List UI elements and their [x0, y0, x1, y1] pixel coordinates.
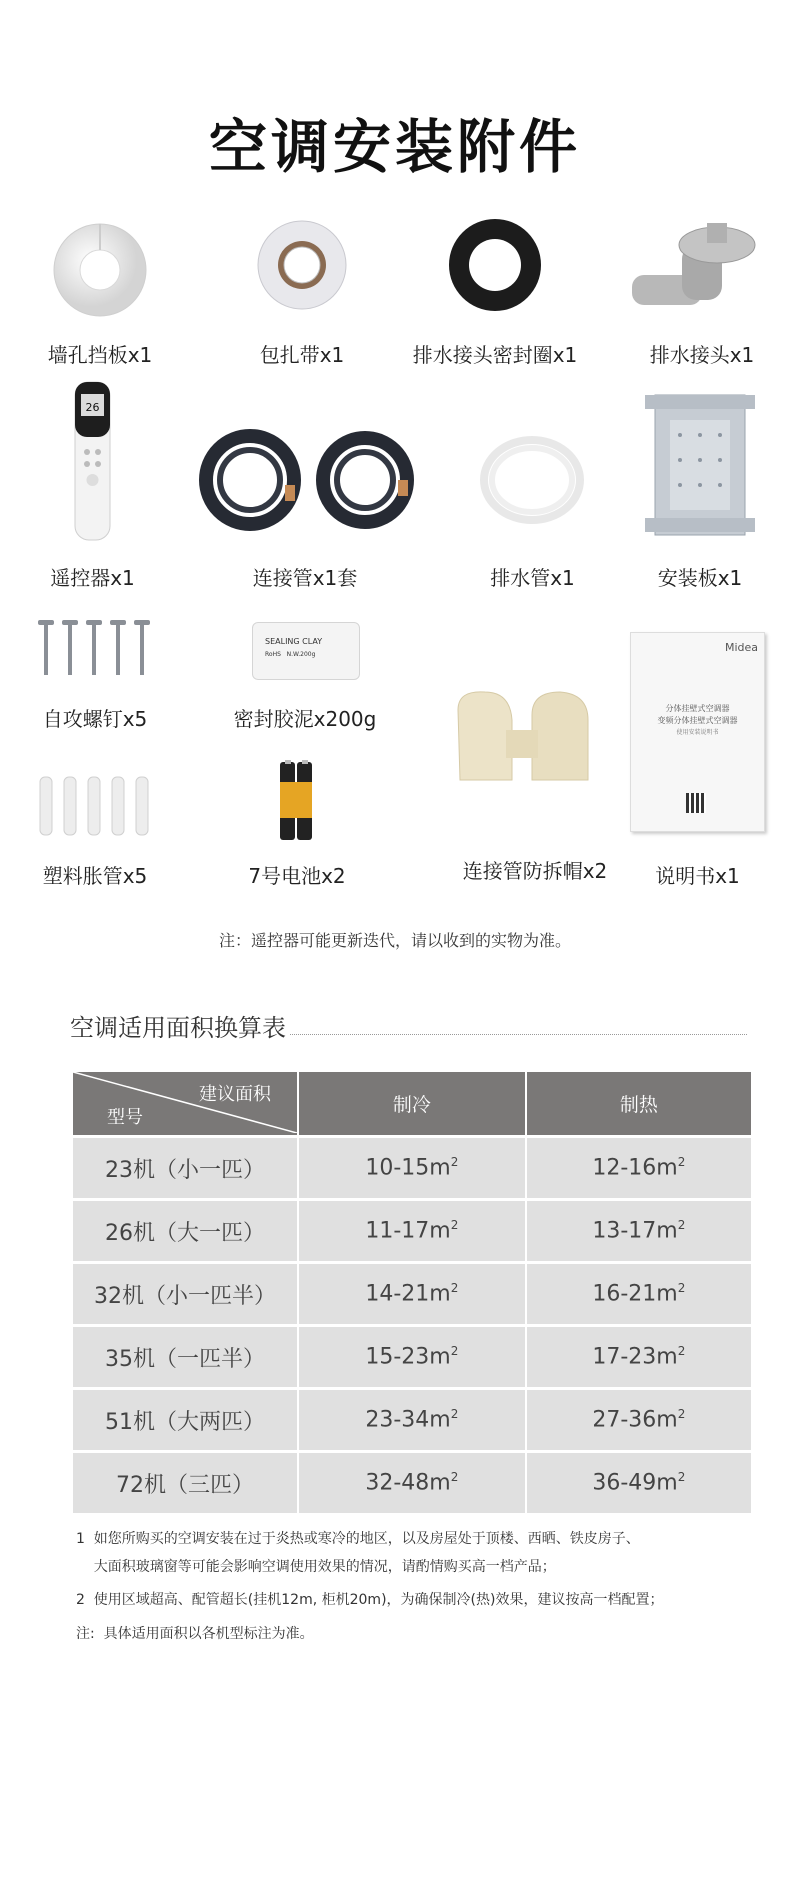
wrapping-tape-item — [232, 215, 372, 365]
cooling-value: 11-17 — [365, 1218, 430, 1244]
section-divider — [290, 1034, 747, 1035]
batteries-image — [232, 760, 362, 842]
heating-value: 12-16 — [592, 1155, 657, 1181]
sealing-clay-pack — [252, 622, 360, 680]
cooling-value: 23-34 — [365, 1407, 430, 1433]
heating-value: 17-23 — [592, 1344, 657, 1370]
accessory-label: 塑料胀管x5 — [42, 864, 148, 888]
unit-superscript: 2 — [677, 1218, 686, 1233]
accessory-label: 连接管防拆帽x2 — [462, 859, 608, 883]
page-title: 空调安装附件 — [208, 113, 581, 181]
accessory-label: 排水接头x1 — [649, 343, 755, 367]
unit-superscript: 2 — [677, 1281, 686, 1296]
corner-header-area: 建议面积 — [199, 1084, 271, 1105]
accessory-label: 排水管x1 — [490, 566, 575, 590]
drain-connector-item — [622, 215, 782, 365]
table-row — [73, 1326, 751, 1389]
wall-hole-cover-image — [30, 215, 170, 325]
mounting-plate-image — [640, 390, 760, 540]
aaa-batteries-item — [232, 760, 362, 890]
remote-control-image — [35, 380, 150, 545]
corner-header — [73, 1072, 298, 1137]
manual-qr-code — [686, 793, 706, 813]
cooling-value: 15-23 — [365, 1344, 430, 1370]
unit-superscript: 2 — [677, 1407, 686, 1422]
model-cell: 26机（大一匹） — [73, 1200, 298, 1263]
model-cell: 32机（小一匹半） — [73, 1263, 298, 1326]
accessory-label: 密封胶泥x200g — [233, 707, 377, 731]
area-conversion-table — [73, 1072, 751, 1513]
accessory-label: 说明书x1 — [655, 864, 740, 888]
unit-superscript: 2 — [677, 1155, 686, 1170]
heating-cell — [526, 1326, 751, 1389]
heating-value: 13-17 — [592, 1218, 657, 1244]
remote-screen-text: 26 — [85, 401, 100, 414]
accessory-label: 7号电池x2 — [248, 864, 346, 888]
table-row — [73, 1263, 751, 1326]
footnote-line: 注: 具体适用面积以各机型标注为准。 — [76, 1626, 314, 1642]
plastic-anchors-item — [30, 775, 160, 890]
table-row — [73, 1452, 751, 1514]
sealing-clay-item — [230, 618, 380, 731]
heating-cell — [526, 1200, 751, 1263]
header-cooling: 制冷 — [298, 1072, 526, 1137]
self-tapping-screws-item — [30, 618, 160, 731]
heating-cell — [526, 1137, 751, 1200]
manual-item — [630, 632, 765, 887]
cooling-cell — [298, 1326, 526, 1389]
unit: m — [429, 1218, 451, 1244]
drain-hose-image — [465, 425, 600, 535]
accessory-label: 排水接头密封圈x1 — [412, 343, 578, 367]
unit-superscript: 2 — [677, 1470, 686, 1485]
cooling-cell — [298, 1452, 526, 1514]
unit: m — [429, 1470, 451, 1496]
unit: m — [656, 1281, 678, 1307]
manual-line1: 分体挂壁式空调器 — [665, 704, 730, 713]
table-body — [73, 1137, 751, 1514]
drain-seal-ring-image — [405, 215, 585, 325]
wall-hole-cover-item — [30, 215, 170, 365]
footnote-line: 1 如您所购买的空调安装在过于炎热或寒冷的地区，以及房屋处于顶楼、西晒、铁皮房子、 — [76, 1531, 640, 1547]
table-header-row — [73, 1072, 751, 1137]
cooling-value: 32-48 — [365, 1470, 430, 1496]
unit: m — [429, 1155, 451, 1181]
drain-seal-ring-item — [405, 215, 585, 365]
unit-superscript: 2 — [450, 1407, 459, 1422]
cooling-value: 14-21 — [365, 1281, 430, 1307]
remote-update-note: 注：遥控器可能更新迭代，请以收到的实物为准。 — [218, 931, 571, 950]
remote-control-item — [35, 380, 150, 590]
cooling-cell — [298, 1263, 526, 1326]
heating-value: 27-36 — [592, 1407, 657, 1433]
manual-line2: 变频分体挂壁式空调器 — [657, 716, 738, 725]
pipe-protective-cap-item — [440, 690, 630, 885]
connecting-pipe-image — [190, 425, 420, 535]
area-table-title: 空调适用面积换算表 — [70, 1014, 286, 1042]
unit-superscript: 2 — [450, 1281, 459, 1296]
unit: m — [429, 1407, 451, 1433]
manual-brand: Midea — [724, 641, 758, 654]
plastic-anchors-image — [30, 775, 160, 840]
model-cell: 35机（一匹半） — [73, 1326, 298, 1389]
pipe-cap-image — [440, 690, 630, 800]
cooling-cell — [298, 1389, 526, 1452]
unit: m — [656, 1407, 678, 1433]
table-row — [73, 1137, 751, 1200]
drain-hose-item — [465, 425, 600, 590]
table-row — [73, 1200, 751, 1263]
cooling-cell — [298, 1200, 526, 1263]
heating-cell — [526, 1389, 751, 1452]
heating-value: 16-21 — [592, 1281, 657, 1307]
wrapping-tape-image — [232, 215, 372, 325]
manual-line3: 使用安装说明书 — [676, 729, 719, 736]
accessory-label: 包扎带x1 — [259, 343, 345, 367]
connecting-pipe-item — [190, 425, 420, 590]
footnote-line: 2 使用区域超高、配管超长(挂机12m, 柜机20m)，为确保制冷(热)效果，建议按高一档配置； — [76, 1592, 664, 1608]
unit: m — [656, 1470, 678, 1496]
screws-image — [30, 618, 160, 683]
model-cell: 72机（三匹） — [73, 1452, 298, 1514]
unit-superscript: 2 — [677, 1344, 686, 1359]
heating-cell — [526, 1452, 751, 1514]
model-cell: 51机（大两匹） — [73, 1389, 298, 1452]
cooling-cell — [298, 1137, 526, 1200]
unit-superscript: 2 — [450, 1344, 459, 1359]
accessory-label: 墙孔挡板x1 — [47, 343, 153, 367]
unit: m — [429, 1281, 451, 1307]
model-cell: 23机（小一匹） — [73, 1137, 298, 1200]
mounting-plate-item — [640, 390, 760, 590]
sealing-clay-pack-text: SEALING CLAY — [265, 637, 323, 646]
accessory-label: 遥控器x1 — [50, 566, 135, 590]
drain-connector-image — [622, 215, 782, 325]
heating-value: 36-49 — [592, 1470, 657, 1496]
accessory-label: 安装板x1 — [657, 566, 743, 590]
accessory-label: 连接管x1套 — [252, 566, 358, 590]
accessory-label: 自攻螺钉x5 — [42, 707, 148, 731]
unit: m — [656, 1218, 678, 1244]
table-row — [73, 1389, 751, 1452]
unit-superscript: 2 — [450, 1470, 459, 1485]
unit: m — [656, 1155, 678, 1181]
unit: m — [656, 1344, 678, 1370]
cooling-value: 10-15 — [365, 1155, 430, 1181]
header-heating: 制热 — [526, 1072, 751, 1137]
sealing-clay-pack-subtext: RoHS N.W.200g — [265, 651, 316, 658]
corner-header-model: 型号 — [107, 1107, 143, 1128]
unit: m — [429, 1344, 451, 1370]
manual-booklet — [630, 632, 765, 832]
unit-superscript: 2 — [450, 1155, 459, 1170]
footnote-line: 大面积玻璃窗等可能会影响空调使用效果的情况，请酌情购买高一档产品； — [76, 1559, 556, 1575]
unit-superscript: 2 — [450, 1218, 459, 1233]
heating-cell — [526, 1263, 751, 1326]
